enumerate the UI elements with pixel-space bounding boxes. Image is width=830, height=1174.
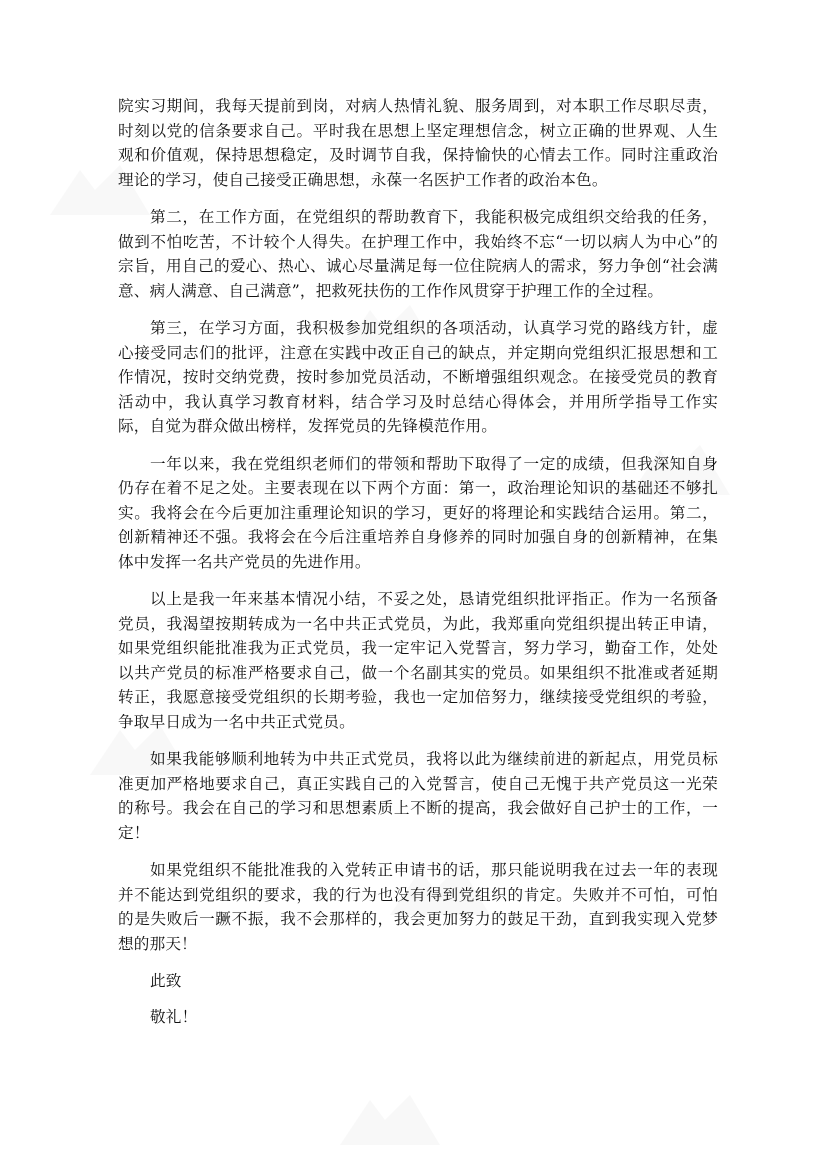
closing-regards: 敬礼！ bbox=[150, 1007, 198, 1026]
paragraph-commitment: 如果我能够顺利地转为中共正式党员，我将以此为继续前进的新起点，用党员标准更加严格地要求自己，真正实践自己的入党誓言，使自己无愧于共产党员这一光荣的称号。我会在自己的学习和思想素质上不断的提高，我会做好自己护士的工作，一定！ bbox=[118, 750, 718, 842]
paragraph-shortcomings: 一年以来，我在党组织老师们的带领和帮助下取得了一定的成绩，但我深知自身仍存在着不足之处。主要表现在以下两个方面：第一，政治理论知识的基础还不够扎实。我将会在今后更加注重理论知识的学习，更好的将理论和实践结合运用。第二，创新精神还不强。我将会在今后注重培养自身修养的同时加强自身的创新精神，在集体中发挥一名共产党员的先进作用。 bbox=[118, 454, 718, 571]
watermark-logo-icon bbox=[330, 1090, 450, 1160]
document-body bbox=[118, 94, 718, 1040]
paragraph-if-rejected: 如果党组织不能批准我的入党转正申请书的话，那只能说明我在过去一年的表现并不能达到党组织的要求，我的行为也没有得到党组织的肯定。失败并不可怕，可怕的是失败后一蹶不振，我不会那样的，我会更加努力的鼓足干劲，直到我实现入党梦想的那天！ bbox=[118, 861, 718, 953]
closing-salutation: 此致 bbox=[150, 972, 182, 990]
paragraph-application: 以上是我一年来基本情况小结，不妥之处，恳请党组织批评指正。作为一名预备党员，我渴望按期转成为一名中共正式党员，为此，我郑重向党组织提出转正申请，如果党组织能批准我为正式党员，我一定牢记入党誓言，努力学习，勤奋工作，处处以共产党员的标准严格要求自己，做一个名副其实的党员。如果组织不批准或者延期转正，我愿意接受党组织的长期考验，我也一定加倍努力，继续接受党组织的考验，争取早日成为一名中共正式党员。 bbox=[118, 590, 718, 731]
paragraph-study-aspect: 第三，在学习方面，我积极参加党组织的各项活动，认真学习党的路线方针，虚心接受同志们的批评，注意在实践中改正自己的缺点，并定期向党组织汇报思想和工作情况，按时交纳党费，按时参加党员活动，不断增强组织观念。在接受党员的教育活动中，我认真学习教育材料，结合学习及时总结心得体会，并用所学指导工作实际，自觉为群众做出榜样，发挥党员的先锋模范作用。 bbox=[118, 319, 718, 435]
paragraph-work-aspect: 第二，在工作方面，在党组织的帮助教育下，我能积极完成组织交给我的任务，做到不怕吃苦，不计较个人得失。在护理工作中，我始终不忘“一切以病人为中心”的宗旨，用自己的爱心、热心、诚心尽量满足每一位住院病人的需求，努力争创“社会满意、病人满意、自己满意”，把救死扶伤的工作作风贯穿于护理工作的全过程。 bbox=[118, 208, 718, 300]
paragraph-work-attitude: 院实习期间，我每天提前到岗，对病人热情礼貌、服务周到，对本职工作尽职尽责，时刻以党的信条要求自己。平时我在思想上坚定理想信念，树立正确的世界观、人生观和价值观，保持思想稳定，及时调节自我，保持愉快的心情去工作。同时注重政治理论的学习，使自己接受正确思想，永葆一名医护工作者的政治本色。 bbox=[118, 97, 718, 189]
